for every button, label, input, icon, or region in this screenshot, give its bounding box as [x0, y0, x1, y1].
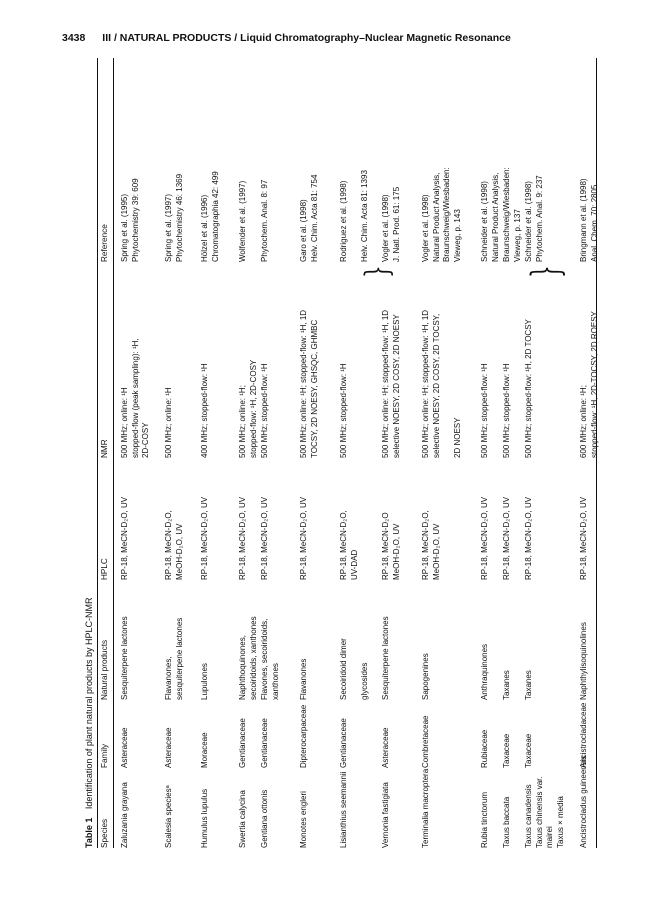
cell-line: Wolfender et al. (1997) — [238, 180, 247, 262]
table-cell-nmr — [421, 310, 463, 458]
table-cell-nmr — [299, 310, 320, 458]
cell-line: Flavones, secoiridoids, — [260, 618, 269, 700]
cell-line: Garo et al. (1998) — [299, 199, 308, 262]
cell-line: Monotes engleri — [299, 791, 308, 848]
cell-line: Phytochem. Anal. 9: 237 — [534, 175, 544, 262]
table-cell-reference — [120, 178, 141, 262]
table-cell-hplc — [120, 497, 131, 580]
table-cell-products — [299, 659, 310, 700]
cell-line: Taxanes — [524, 670, 533, 700]
cell-line: Phytochemistry 46: 1369 — [174, 173, 184, 262]
table-cell-hplc — [480, 497, 491, 580]
cell-line: Sapogenines — [421, 653, 430, 700]
cell-line: Natural Product Analysis, — [431, 172, 441, 262]
table-cell-nmr — [381, 310, 402, 458]
cell-line: stopped-flow (peak sampling): ¹H, — [130, 338, 140, 458]
table-cell-species — [502, 797, 513, 848]
table-cell-reference — [381, 187, 402, 262]
cell-line: Taxus canadensis — [524, 784, 533, 848]
cell-line: Flavanones — [299, 658, 308, 700]
table-cell-hplc — [502, 497, 513, 580]
table-cell-reference — [260, 180, 271, 262]
table-cell-family — [200, 732, 211, 768]
cell-line: 500 MHz; stopped-flow: ¹H — [480, 363, 489, 458]
cell-line: Natural Product Analysis, — [490, 172, 500, 262]
cell-line: Phytochemistry 39: 609 — [130, 178, 140, 262]
cell-line — [442, 310, 453, 458]
cell-line: RP-18, MeCN-D₂O, — [421, 510, 430, 580]
cell-line: RP-18, MeCN-D₂O, UV — [480, 496, 489, 580]
table-cell-species — [299, 791, 310, 848]
header-rule — [113, 58, 114, 848]
cell-line: RP-18, MeCN-D₂O, UV — [524, 496, 533, 580]
cell-line: 500 MHz; stopped-flow: ¹H, 2D TOCSY — [524, 319, 533, 458]
table-cell-family — [238, 718, 249, 768]
table-cell-products — [200, 663, 211, 700]
table-cell-products — [238, 616, 259, 700]
cell-line: Vogler et al. (1998) — [381, 194, 390, 262]
cell-line: RP-18, MeCN-D₂O, UV — [200, 496, 209, 580]
cell-line: mairei — [545, 826, 554, 848]
cell-line: Gentianaceae — [238, 718, 247, 768]
table-cell-hplc — [339, 510, 360, 580]
cell-line: J. Natl. Prod. 61: 175 — [391, 186, 401, 262]
table-cell-reference — [502, 167, 523, 262]
cell-line: Gentiana ottonis — [260, 789, 269, 848]
cell-line: Helv. Chim. Acta 81: 1393 — [360, 170, 369, 262]
col-header-species: Species — [100, 818, 109, 848]
cell-line: Asteraceae — [164, 727, 173, 768]
cell-line: MeOH-D₂O, UV — [174, 523, 184, 580]
cell-line: Flavanones, — [164, 656, 173, 700]
table-cell-hplc — [579, 497, 590, 580]
table-cell-products — [339, 638, 371, 700]
cell-line: Swertia calycina — [238, 790, 247, 848]
table-cell-nmr — [200, 363, 211, 458]
reference-brace: } — [357, 265, 397, 278]
cell-line: Taxus chinensis var. — [534, 776, 544, 848]
cell-line: Helv. Chim. Acta 81: 754 — [309, 174, 319, 262]
cell-line: 500 MHz; stopped-flow: ¹H — [260, 363, 269, 458]
table-cell-nmr — [339, 363, 350, 458]
table-cell-species — [579, 756, 590, 849]
cell-line: selective NOESY, 2D COSY, 2D TOCSY, — [431, 313, 441, 458]
cell-line: Vieweg, p. 137 — [512, 209, 522, 262]
table-cell-products — [120, 616, 131, 700]
table-cell-species — [339, 772, 350, 849]
cell-line: Taxaceae — [502, 733, 511, 768]
cell-line: Schneider et al. (1998) — [480, 181, 489, 262]
cell-line: xanthones — [270, 663, 280, 700]
table-cell-family — [339, 718, 350, 768]
cell-line: Scalesia speciesᵃ — [164, 785, 173, 848]
cell-line: Naphthoquinones, — [238, 635, 247, 700]
table-cell-products — [502, 670, 513, 700]
table-cell-hplc — [238, 497, 249, 580]
col-header-products: Natural products — [100, 639, 109, 700]
cell-line: TOCSY, 2D NOESY, GHSQC, GHMBC — [309, 319, 319, 458]
cell-line — [350, 170, 361, 262]
table-cell-nmr — [238, 360, 259, 458]
cell-line: Moraceae — [200, 732, 209, 768]
table-cell-nmr — [480, 363, 491, 458]
table-cell-products — [260, 619, 281, 700]
cell-line: Schneider et al. (1998) — [524, 181, 533, 262]
table-cell-family — [480, 730, 491, 768]
bottom-rule — [596, 58, 597, 848]
cell-line: 500 MHz; online: ¹H — [120, 387, 129, 458]
table-cell-family — [502, 734, 513, 768]
table-cell-nmr — [502, 363, 513, 458]
cell-line: selective NOESY, 2D COSY, 2D NOESY — [391, 314, 401, 458]
cell-line: Ancistrocladus guineensis — [579, 755, 588, 848]
table-cell-reference — [200, 171, 221, 262]
cell-line: Taxus × media — [555, 796, 565, 848]
cell-line: Combretaceae — [421, 715, 430, 768]
cell-line: 500 MHz; online: ¹H; stopped-flow: ¹H, 1D — [381, 309, 390, 458]
table-caption-text: Identification of plant natural products by HPLC-NMR — [84, 597, 94, 810]
cell-line: RP-18, MeCN-D₂O, UV — [299, 496, 308, 580]
table-cell-species — [524, 776, 566, 848]
table-cell-reference — [421, 167, 463, 262]
cell-line: 2D NOESY — [452, 417, 462, 458]
cell-line: glycosides — [360, 662, 369, 700]
table-cell-nmr — [164, 387, 175, 458]
cell-line: MeOH-D₂O, UV — [391, 523, 401, 580]
table-cell-species — [238, 790, 249, 848]
table-cell-hplc — [299, 497, 310, 580]
cell-line: secoiridoids, xanthones — [248, 616, 258, 700]
reference-brace: } — [522, 265, 568, 278]
table-cell-reference — [339, 170, 371, 262]
table-cell-reference — [164, 174, 185, 262]
cell-line: stopped-flow: ¹H, 2D-TOCSY, 2D ROESY — [589, 311, 599, 458]
table-cell-hplc — [260, 497, 271, 580]
cell-line: Naphthylisoquinolines — [579, 622, 588, 700]
table-cell-family — [260, 718, 271, 768]
cell-line: Zaluzania grayana — [120, 782, 129, 848]
cell-line: Asteraceae — [120, 727, 129, 768]
cell-line: Braunschweig/Wiesbaden: — [442, 167, 451, 262]
col-header-reference: Reference — [100, 224, 109, 262]
cell-line: 500 MHz; stopped-flow: ¹H — [502, 363, 511, 458]
cell-line — [350, 638, 361, 700]
table-cell-hplc — [200, 497, 211, 580]
col-header-family: Family — [100, 743, 109, 768]
cell-line: Vogler et al. (1998) — [421, 194, 430, 262]
top-rule — [97, 58, 98, 848]
table-cell-products — [579, 622, 590, 700]
cell-line: Gentianaceae — [339, 718, 348, 768]
table-cell-family — [164, 728, 175, 768]
page-number: 3438 — [62, 32, 86, 44]
cell-line: Rodriguez et al. (1998) — [339, 180, 348, 262]
cell-line: RP-18, MeCN-D₂O, UV — [502, 496, 511, 580]
cell-line: MeOH-D₂O, UV — [431, 523, 441, 580]
cell-line: RP-18, MeCN-D₂O, — [164, 510, 173, 580]
cell-line: 400 MHz; stopped-flow: ¹H — [200, 363, 209, 458]
cell-line: stopped-flow: ¹H, 2D-COSY — [248, 359, 258, 458]
table-cell-reference — [238, 181, 249, 262]
cell-line: Vieweg, p. 143 — [452, 209, 462, 262]
cell-line: Braunschweig/Wiesbaden: — [502, 167, 511, 262]
cell-line: RP-18, MeCN-D₂O, UV — [579, 496, 588, 580]
table-cell-products — [480, 644, 491, 700]
table-cell-family — [299, 705, 310, 768]
table-cell-species — [200, 789, 211, 848]
cell-line: RP-18, MeCN-D₂O, UV — [260, 496, 269, 580]
cell-line: 2D-COSY — [141, 422, 150, 458]
cell-line: RP-18, MeCN-D₂O, UV — [120, 496, 129, 580]
table-cell-hplc — [164, 510, 185, 580]
table-cell-species — [381, 782, 392, 848]
col-header-hplc: HPLC — [100, 558, 109, 580]
col-header-nmr: NMR — [100, 439, 109, 458]
table-cell-hplc — [421, 510, 442, 580]
table-cell-family — [524, 734, 535, 768]
cell-line: 600 MHz; online: ¹H; — [579, 385, 588, 458]
table-cell-family — [579, 703, 590, 768]
cell-line: Spring et al. (1997) — [164, 193, 173, 262]
section-title: III / NATURAL PRODUCTS / Liquid Chromatography–Nuclear Magnetic Resonance — [102, 32, 511, 44]
cell-line: Chromatographia 42: 499 — [210, 171, 220, 262]
cell-line: sesquiterpene lactones — [174, 617, 184, 700]
running-header — [62, 32, 622, 44]
table-cell-reference — [480, 173, 501, 262]
cell-line: Terminalia macroptera — [421, 768, 430, 848]
cell-line: Anal. Chem. 70: 2805 — [589, 184, 599, 262]
table-cell-species — [421, 769, 432, 848]
cell-line: 500 MHz; online: ¹H — [164, 387, 173, 458]
cell-line: 500 MHz; online: ¹H; stopped-flow: ¹H, 1D — [299, 309, 308, 458]
cell-line: Sesquiterpene lactones — [381, 616, 390, 700]
table-cell-hplc — [524, 497, 535, 580]
cell-line: 500 MHz; online: ¹H; — [238, 385, 247, 458]
table-cell-species — [164, 785, 175, 848]
cell-line: Rubia tinctorum — [480, 791, 489, 848]
rotated-table — [84, 58, 604, 848]
cell-line: UV-DAD — [349, 549, 359, 580]
cell-line: RP-18, MeCN-D₂O, — [339, 510, 348, 580]
table-cell-family — [120, 728, 131, 768]
table-cell-family — [421, 716, 432, 768]
table-cell-products — [164, 618, 185, 700]
table-cell-products — [421, 653, 432, 700]
table-cell-species — [120, 782, 131, 848]
cell-line: Humulus lupulus — [200, 788, 209, 848]
cell-line: Lupulones — [200, 663, 209, 700]
cell-line: Asteraceae — [381, 727, 390, 768]
cell-line: Rubiaceae — [480, 729, 489, 768]
cell-line: 500 MHz; online: ¹H; stopped-flow: ¹H, 1D — [421, 309, 430, 458]
table-cell-hplc — [381, 512, 402, 580]
cell-line: Vernonia fastigiata — [381, 782, 390, 848]
cell-line: Bringmann et al. (1998) — [579, 178, 588, 262]
cell-line: Dipterocarpaceae — [299, 704, 308, 768]
table-cell-nmr — [260, 363, 271, 458]
table-cell-products — [524, 670, 535, 700]
table-cell-reference — [299, 175, 320, 262]
table-cell-nmr — [120, 338, 152, 458]
table-cell-nmr — [524, 319, 535, 458]
cell-line: Taxus baccata — [502, 796, 511, 848]
cell-line: Taxanes — [502, 670, 511, 700]
table-cell-species — [480, 792, 491, 848]
table-cell-reference — [524, 175, 545, 262]
cell-line: RP-18, MeCN-D₂O — [381, 512, 390, 580]
table-cell-family — [381, 728, 392, 768]
cell-line: Ancistrocladaceae — [579, 702, 588, 768]
cell-line: Lisianthius seemannii — [339, 771, 348, 848]
cell-line: Hölzel et al. (1996) — [200, 194, 209, 262]
cell-line: Spring et al. (1995) — [120, 193, 129, 262]
cell-line: 500 MHz; stopped-flow: ¹H — [339, 363, 348, 458]
cell-line: Secoiridoid dimer — [339, 638, 348, 700]
cell-line: Taxaceae — [524, 733, 533, 768]
cell-line: Gentianaceae — [260, 718, 269, 768]
table-label: Table 1 — [84, 817, 94, 848]
cell-line: RP-18, MeCN-D₂O, UV — [238, 496, 247, 580]
table-caption — [84, 598, 94, 848]
table-cell-products — [381, 616, 392, 700]
table-cell-species — [260, 790, 271, 848]
cell-line: Phytochem. Anal. 8: 97 — [260, 179, 269, 262]
cell-line: Sesquiterpene lactones — [120, 616, 129, 700]
cell-line: Anthraquinones — [480, 643, 489, 700]
